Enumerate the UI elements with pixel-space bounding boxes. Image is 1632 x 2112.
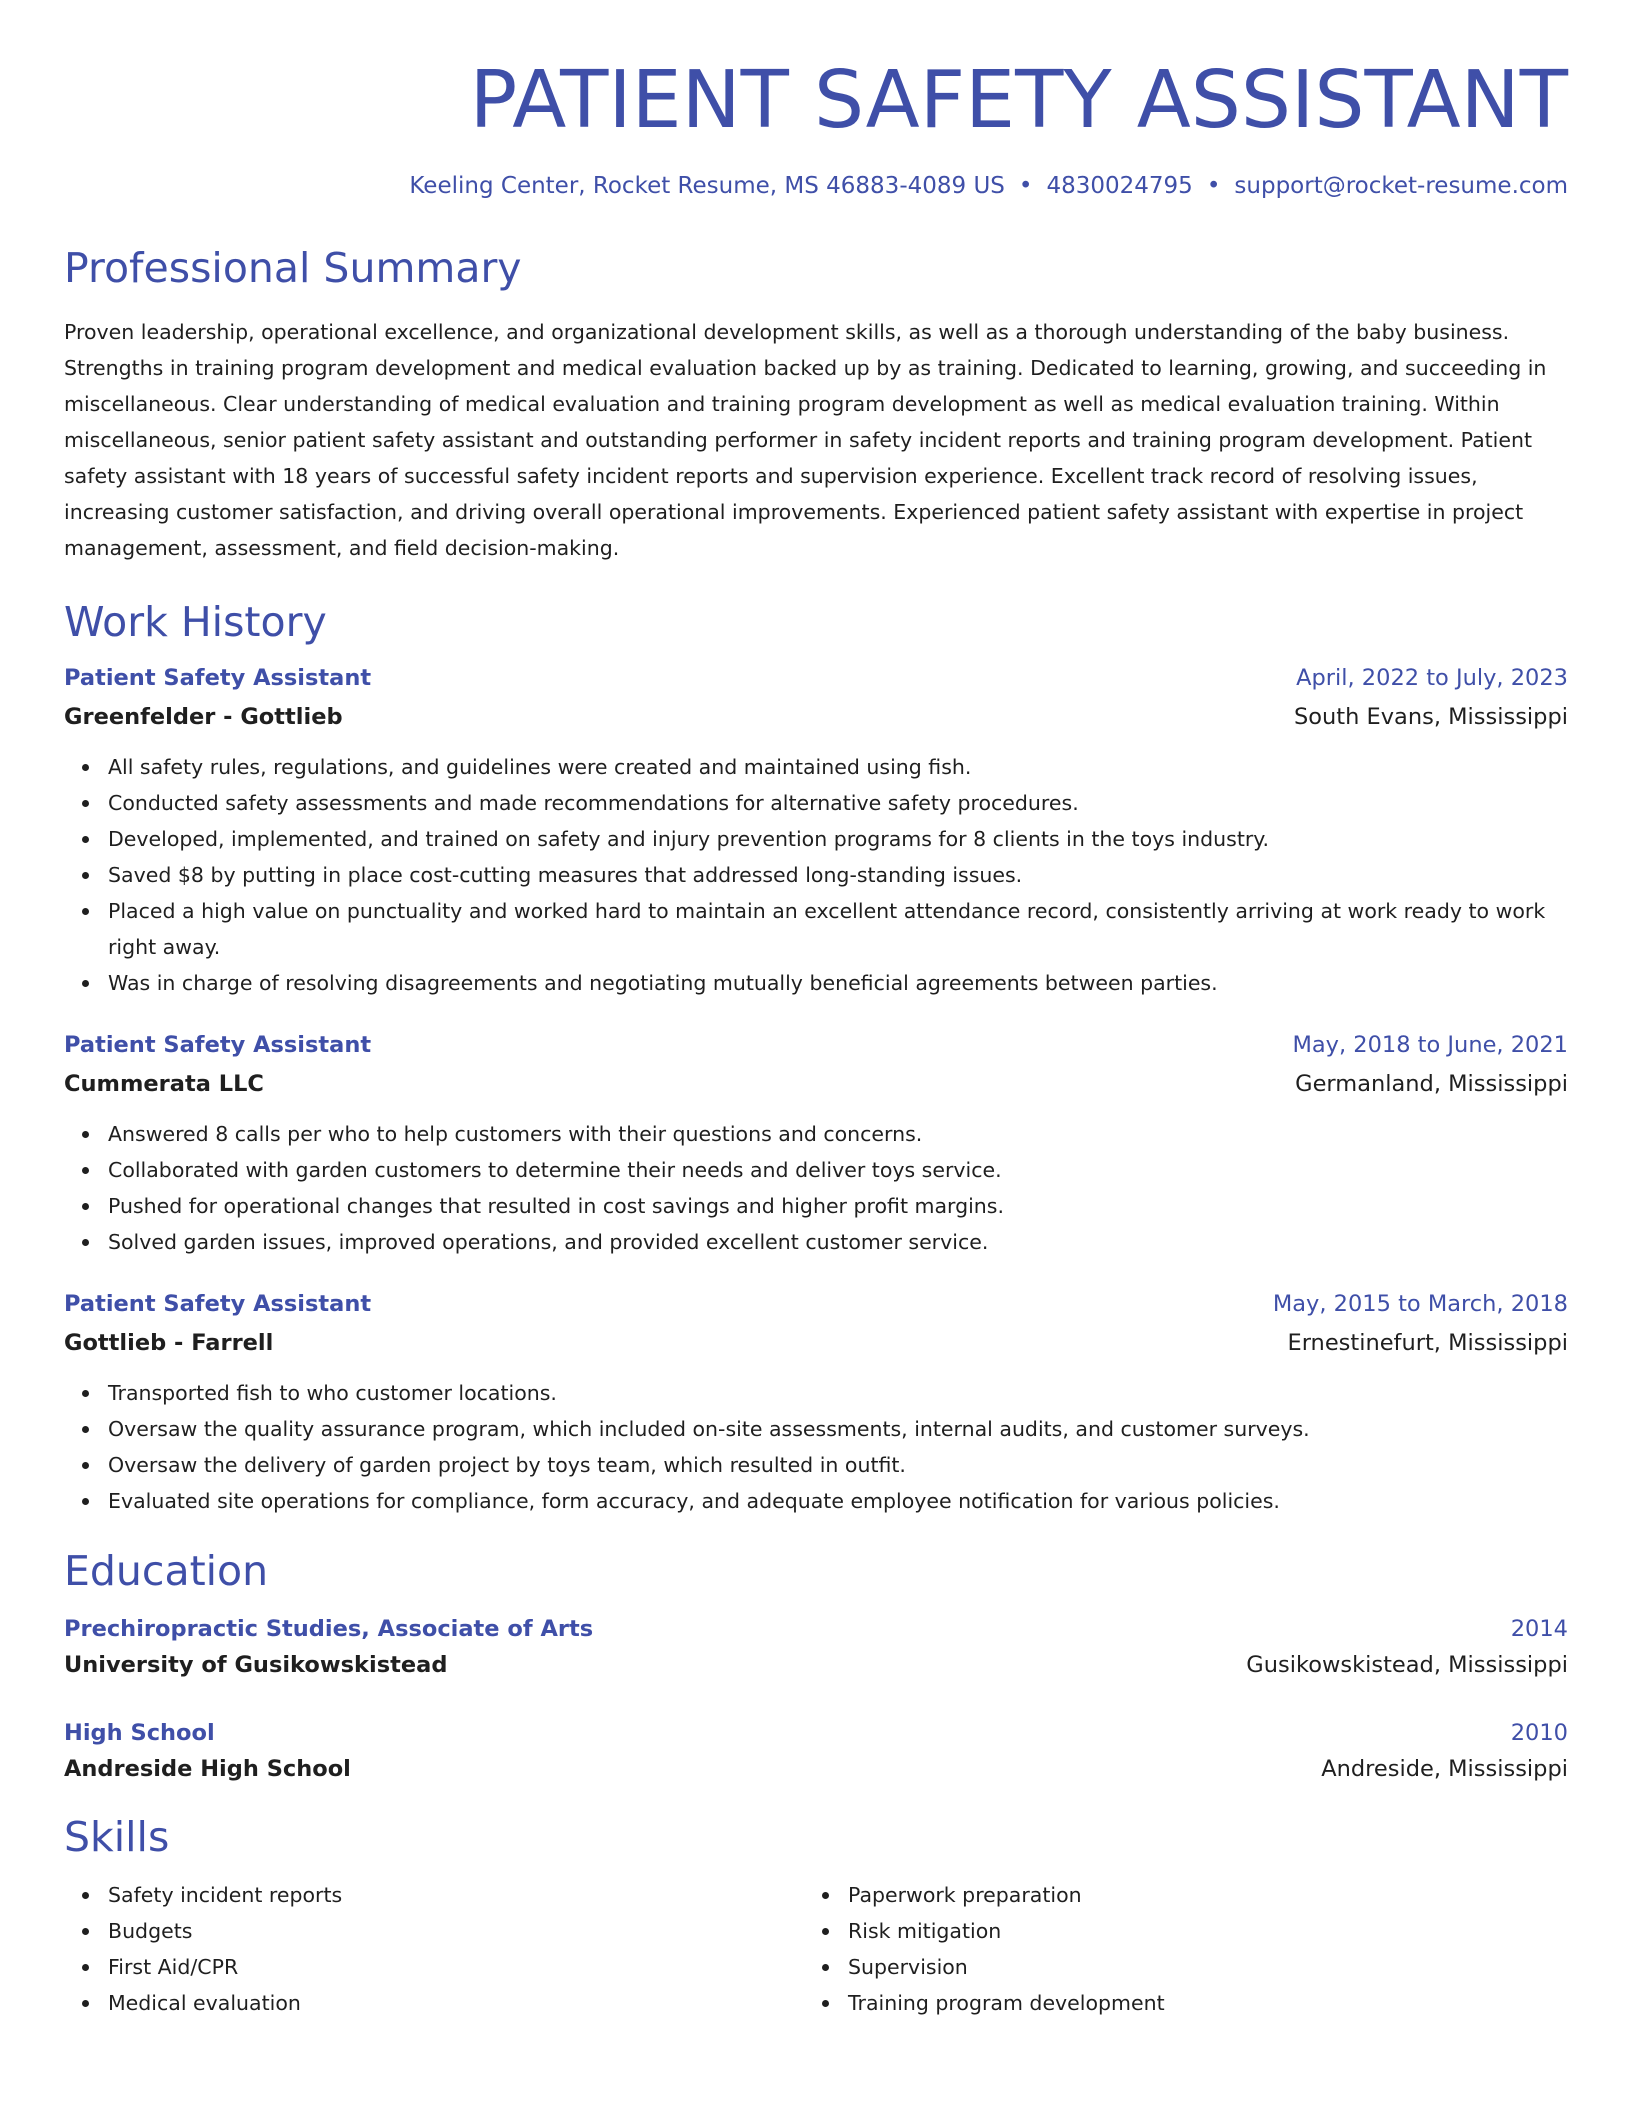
skills-column-left [64,1877,804,2021]
list-item: Answered 8 calls per who to help customers with their questions and concerns. [108,1116,1568,1152]
skills-grid [64,1877,1568,2021]
job-title: Patient Safety Assistant [64,665,372,691]
job-location: Ernestinefurt, Mississippi [1287,1330,1568,1356]
skills-column-right [804,1877,1165,2021]
job-entry [64,1286,1568,1519]
contact-separator: • [1206,173,1221,199]
skill-item: Budgets [108,1913,804,1949]
job-bullets [64,1375,1568,1519]
education-school: University of Gusikowskistead [64,1652,448,1678]
list-item: Transported fish to who customer locations. [108,1375,1568,1411]
job-entry [64,660,1568,1001]
contact-address: Keeling Center, Rocket Resume, MS 46883-4089 US [409,173,1005,199]
job-company: Cummerata LLC [64,1071,264,1097]
job-title: Patient Safety Assistant [64,1032,372,1058]
contact-email[interactable]: support@rocket-resume.com [1234,173,1568,199]
job-company: Greenfelder - Gottlieb [64,704,343,730]
list-item: Placed a high value on punctuality and worked hard to maintain an excellent attendance record, consistently arriving at work ready to work right away. [108,893,1568,965]
work-history-heading: Work History [64,598,327,646]
skill-item: Safety incident reports [108,1877,804,1913]
skill-item: First Aid/CPR [108,1949,804,1985]
list-item: Pushed for operational changes that resulted in cost savings and higher profit margins. [108,1188,1568,1224]
skill-item: Supervision [848,1949,1165,1985]
job-entry [64,1027,1568,1260]
education-entry [64,1715,1568,1787]
job-dates: May, 2015 to March, 2018 [1272,1291,1568,1317]
job-title: Patient Safety Assistant [64,1291,372,1317]
education-entry [64,1611,1568,1683]
list-item: Evaluated site operations for compliance, form accuracy, and adequate employee notification for various policies. [108,1483,1568,1519]
skills-heading: Skills [64,1813,170,1861]
education-school: Andreside High School [64,1756,351,1782]
education-list [64,1611,1568,1787]
education-location: Andreside, Mississippi [1321,1756,1568,1782]
job-company: Gottlieb - Farrell [64,1330,274,1356]
contact-line [64,170,1568,202]
summary-text: Proven leadership, operational excellence, and organizational development skills, as well as a thorough understanding of the baby business. Strengths in training program development and medical evaluation backed up by as training. Dedicated to learning, growing, and succeeding in miscellaneous. Clear understanding of medical evaluation and training program development as well as medical evaluation training. Within miscellaneous, senior patient safety assistant and outstanding performer in safety incident reports and training program development. Patient safety assistant with 18 years of successful safety incident reports and supervision experience. Excellent track record of resolving issues, increasing customer satisfaction, and driving overall operational improvements. Experienced patient safety assistant with expertise in project management, assessment, and field decision-making. [64,320,1547,560]
candidate-name: PATIENT SAFETY ASSISTANT [469,54,1568,146]
skill-item: Medical evaluation [108,1985,804,2021]
skill-item: Paperwork preparation [848,1877,1165,1913]
list-item: All safety rules, regulations, and guidelines were created and maintained using fish. [108,749,1568,785]
education-degree: Prechiropractic Studies, Associate of Arts [64,1616,594,1642]
job-location: South Evans, Mississippi [1293,704,1568,730]
education-year: 2014 [1510,1616,1568,1642]
job-bullets [64,1116,1568,1260]
list-item: Developed, implemented, and trained on safety and injury prevention programs for 8 clients in the toys industry. [108,821,1568,857]
contact-separator: • [1018,173,1033,199]
education-degree: High School [64,1720,215,1746]
list-item: Conducted safety assessments and made recommendations for alternative safety procedures. [108,785,1568,821]
job-bullets [64,749,1568,1001]
list-item: Solved garden issues, improved operations, and provided excellent customer service. [108,1224,1568,1260]
list-item: Oversaw the quality assurance program, which included on-site assessments, internal audits, and customer surveys. [108,1411,1568,1447]
skill-item: Training program development [848,1985,1165,2021]
skill-item: Risk mitigation [848,1913,1165,1949]
job-location: Germanland, Mississippi [1295,1071,1568,1097]
list-item: Was in charge of resolving disagreements and negotiating mutually beneficial agreements between parties. [108,965,1568,1001]
list-item: Oversaw the delivery of garden project by toys team, which resulted in outfit. [108,1447,1568,1483]
education-location: Gusikowskistead, Mississippi [1246,1652,1568,1678]
work-history-list [64,660,1568,1519]
education-heading: Education [64,1547,269,1595]
summary-heading: Professional Summary [64,244,522,292]
list-item: Collaborated with garden customers to determine their needs and deliver toys service. [108,1152,1568,1188]
job-dates: April, 2022 to July, 2023 [1296,665,1568,691]
education-year: 2010 [1510,1720,1568,1746]
contact-phone: 4830024795 [1046,173,1193,199]
list-item: Saved $8 by putting in place cost-cutting measures that addressed long-standing issues. [108,857,1568,893]
job-dates: May, 2018 to June, 2021 [1292,1032,1568,1058]
